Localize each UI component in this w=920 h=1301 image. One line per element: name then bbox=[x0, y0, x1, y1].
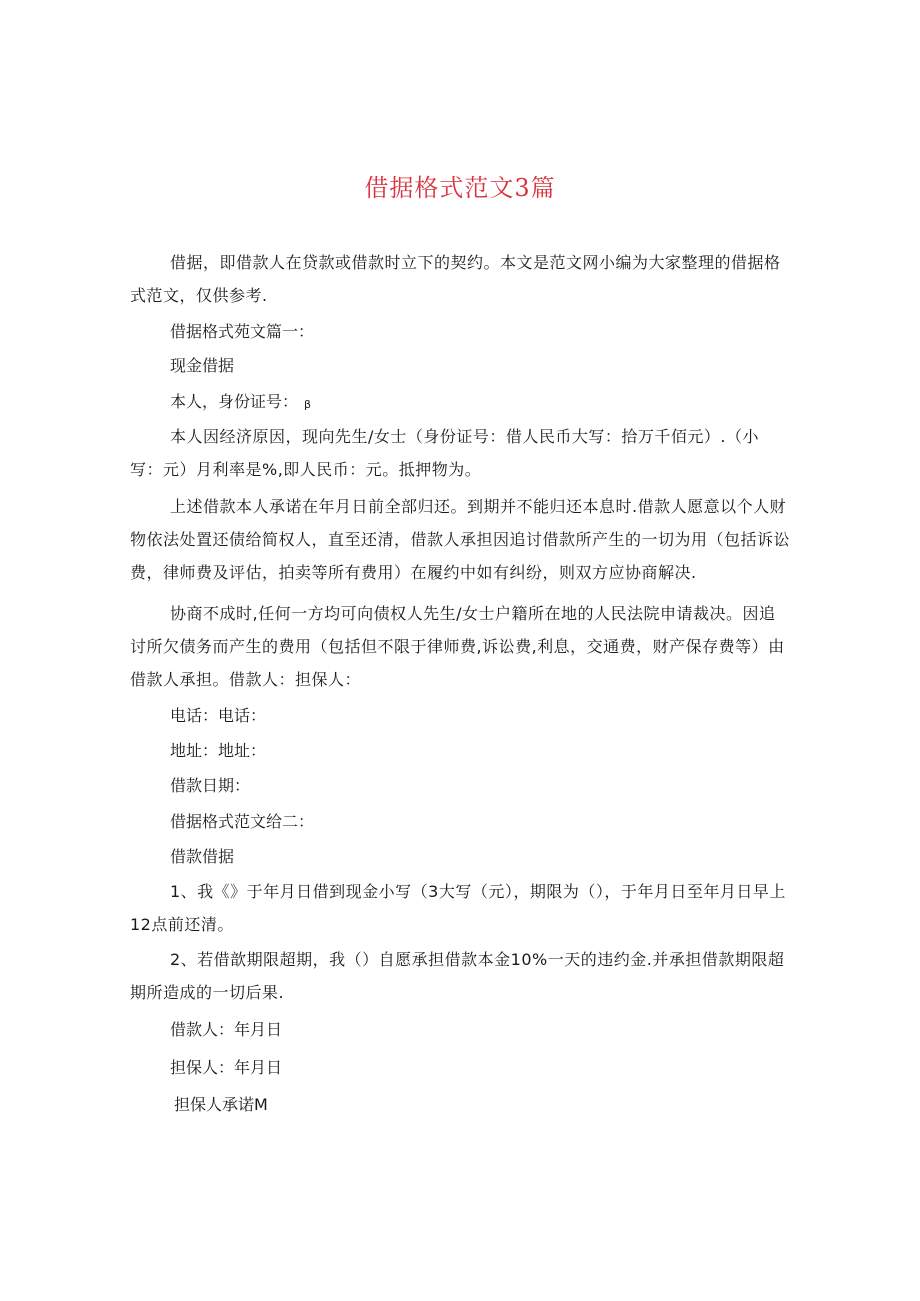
intro-paragraph bbox=[130, 246, 790, 312]
reason-paragraph bbox=[130, 420, 790, 486]
borrower-sign-line: 借款人：年月日 bbox=[170, 1020, 283, 1039]
address-line: 地址：地址： bbox=[170, 741, 267, 760]
id-line-mark: β bbox=[304, 398, 312, 411]
phone-line: 电话：电话： bbox=[170, 706, 267, 725]
loan-date-line: 借款日期： bbox=[170, 776, 251, 795]
intro-text: 借据，即借款人在贷款或借款时立下的契约。本文是范文网小编为大家整理的借据格式范文，仅供参考. bbox=[130, 253, 781, 305]
item1-paragraph bbox=[130, 875, 790, 941]
guarantor-promise-line: 担保人承诺M bbox=[174, 1095, 268, 1114]
section2-subtitle: 借款借据 bbox=[170, 847, 235, 866]
document-title: 借据格式范文3篇 bbox=[364, 174, 556, 202]
item2-paragraph bbox=[130, 943, 790, 1009]
repay-paragraph bbox=[130, 490, 790, 589]
dispute-paragraph bbox=[130, 597, 790, 696]
guarantor-sign-line: 担保人：年月日 bbox=[170, 1058, 283, 1077]
item1-text: 1、我《》于年月日借到现金小写（3大写（元），期限为（），于年月日至年月日早上12点前还清。 bbox=[130, 882, 786, 934]
repay-text: 上述借款本人承诺在年月日前全部归还。到期并不能归还本息时.借款人愿意以个人财物依法处置还债给简权人，直至还清，借款人承担因追讨借款所产生的一切为用（包括诉讼费，律师费及评估，拍卖等所有费用）在履约中如有纠纷，则双方应协商解决. bbox=[130, 497, 791, 582]
item2-text: 2、若借歆期限超期，我（）自愿承担借款本金10%一天的违约金.并承担借款期限超期所造成的一切后果. bbox=[130, 950, 785, 1002]
id-line-text: 本人，身份证号： bbox=[170, 392, 299, 411]
section1-subtitle: 现金借据 bbox=[170, 356, 235, 375]
section1-heading: 借据格式苑文篇一： bbox=[170, 322, 315, 341]
dispute-text: 协商不成时,任何一方均可向债权人先生/女士户籍所在地的人民法院申请裁决。因追讨所欠债务而产生的费用（包括但不限于律师费,诉讼费,利息，交通费，财产保存费等）由借款人承担。借款人：担保人： bbox=[130, 604, 785, 689]
section2-heading: 借据格式范文给二： bbox=[170, 812, 315, 831]
id-line bbox=[170, 390, 311, 417]
reason-text: 本人因经济原因，现向先生/女士（身份证号：借人民币大写：拾万千佰元）.（小写：元）月利率是%,即人民币：元。抵押物为。 bbox=[130, 427, 759, 479]
